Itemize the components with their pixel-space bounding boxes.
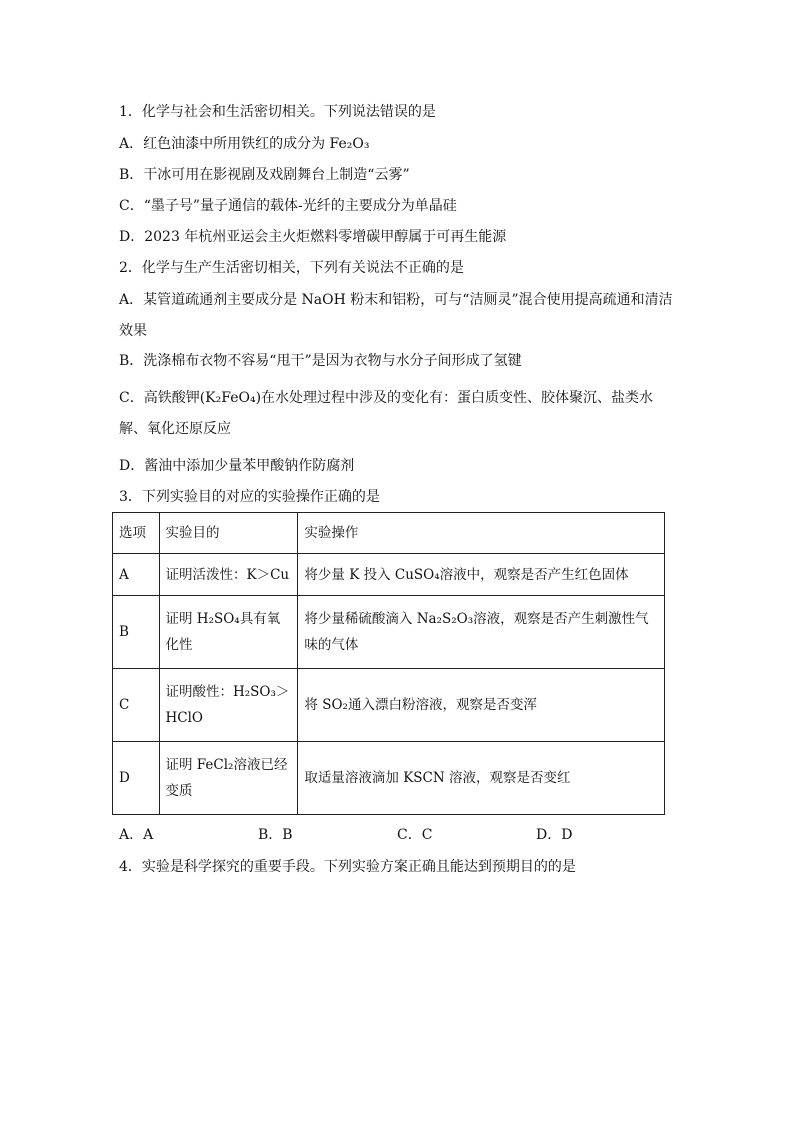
table-row [113, 742, 665, 815]
q2-stem: 2．化学与生产生活密切相关，下列有关说法不正确的是 [119, 260, 464, 276]
row-option: B [113, 596, 160, 669]
q1-option-d: D．2023 年杭州亚运会主火炬燃料零增碳甲醇属于可再生能源 [119, 229, 507, 245]
row-purpose: 证明 H₂SO₄具有氧化性 [159, 596, 298, 669]
q3-answer-c: C．C [397, 827, 433, 843]
table-row [113, 669, 665, 742]
row-operation: 将 SO₂通入漂白粉溶液，观察是否变浑 [298, 669, 665, 742]
q3-answer-options [119, 824, 619, 844]
header-operation: 实验操作 [298, 513, 665, 554]
q1-stem: 1．化学与社会和生活密切相关。下列说法错误的是 [119, 104, 436, 120]
q3-answer-b: B．B [258, 827, 293, 843]
q2-option-b: B．洗涤棉布衣物不容易“甩干”是因为衣物与水分子间形成了氢键 [119, 353, 522, 369]
q2-option-c: C．高铁酸钾(K₂FeO₄)在水处理过程中涉及的变化有：蛋白质变性、胶体聚沉、盐类水解、氧化还原反应 [119, 390, 654, 437]
row-purpose: 证明 FeCl₂溶液已经变质 [159, 742, 298, 815]
q3-answer-a: A．A [119, 827, 154, 843]
table-row [113, 596, 665, 669]
row-operation: 将少量 K 投入 CuSO₄溶液中，观察是否产生红色固体 [298, 554, 665, 596]
header-option: 选项 [113, 513, 160, 554]
row-option: A [113, 554, 160, 596]
q3-answer-d: D．D [536, 827, 573, 843]
q2-option-d: D．酱油中添加少量苯甲酸钠作防腐剂 [119, 458, 355, 474]
q3-stem: 3．下列实验目的对应的实验操作正确的是 [119, 489, 380, 505]
header-purpose: 实验目的 [159, 513, 298, 554]
q1-option-a: A．红色油漆中所用铁红的成分为 Fe₂O₃ [119, 136, 370, 152]
table-row [113, 554, 665, 596]
row-operation: 取适量溶液滴加 KSCN 溶液，观察是否变红 [298, 742, 665, 815]
q2-option-a: A．某管道疏通剂主要成分是 NaOH 粉末和铝粉，可与“洁厕灵”混合使用提高疏通和清洁效果 [119, 292, 673, 339]
q3-table [112, 512, 665, 815]
row-option: D [113, 742, 160, 815]
row-operation: 将少量稀硫酸滴入 Na₂S₂O₃溶液，观察是否产生刺激性气味的气体 [298, 596, 665, 669]
q4-stem: 4．实验是科学探究的重要手段。下列实验方案正确且能达到预期目的的是 [119, 859, 576, 875]
q1-option-c: C．“墨子号”量子通信的载体-光纤的主要成分为单晶硅 [119, 198, 457, 214]
row-purpose: 证明活泼性：K＞Cu [159, 554, 298, 596]
row-purpose: 证明酸性：H₂SO₃＞HClO [159, 669, 298, 742]
table-header-row [113, 513, 665, 554]
row-option: C [113, 669, 160, 742]
q1-option-b: B．干冰可用在影视剧及戏剧舞台上制造“云雾” [119, 167, 410, 183]
